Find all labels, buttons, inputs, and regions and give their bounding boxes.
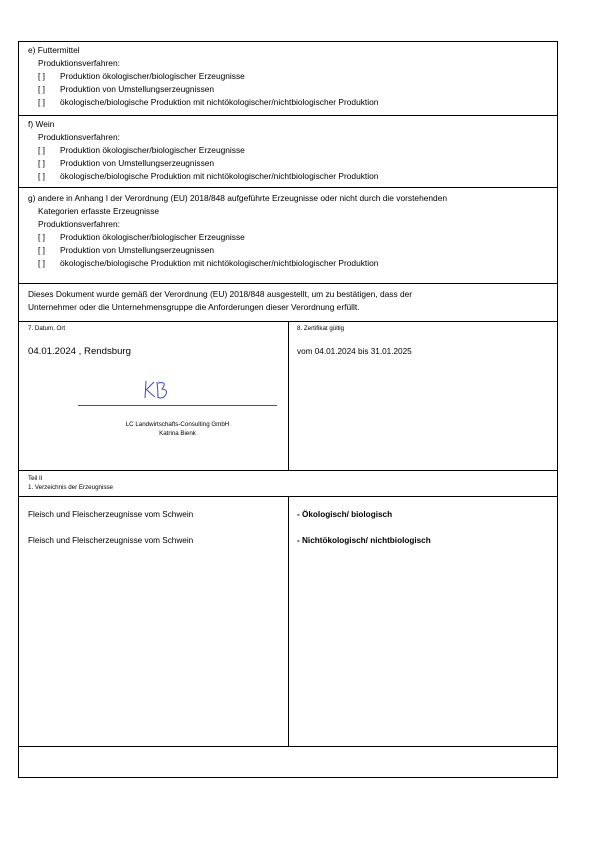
option-row[interactable] <box>28 244 447 257</box>
checkbox[interactable]: [ ] <box>38 158 45 168</box>
statement <box>28 288 412 314</box>
product-status: - Ökologisch/ biologisch <box>297 510 393 519</box>
signer-org: LC Landwirtschafts-Consulting GmbH <box>125 421 230 428</box>
product-column-box <box>18 496 289 747</box>
checkbox[interactable]: [ ] <box>38 97 45 107</box>
option-row[interactable] <box>28 231 447 244</box>
option-label: Produktion von Umstellungserzeugnissen <box>60 84 215 94</box>
section-g-heading: g) andere in Anhang I der Verordnung (EU) 2018/848 aufgeführte Erzeugnisse oder nicht durch die vorstehenden <box>28 193 448 203</box>
section-e <box>28 44 378 109</box>
checkbox[interactable]: [ ] <box>38 232 45 242</box>
signature-line <box>78 405 277 406</box>
option-row[interactable] <box>28 157 378 170</box>
section-g <box>28 192 447 270</box>
signer-name: Katrina Bienk <box>159 430 196 437</box>
status-column-box <box>288 496 558 747</box>
section-e-method-label: Produktionsverfahren: <box>38 58 120 68</box>
option-label: ökologische/biologische Produktion mit nichtökologischer/nichtbiologischer Produktion <box>60 258 379 268</box>
signature <box>140 378 180 402</box>
option-row[interactable] <box>28 257 447 270</box>
option-row[interactable] <box>28 83 378 96</box>
field-7-value: 04.01.2024 , Rendsburg <box>28 346 131 357</box>
option-row[interactable] <box>28 144 378 157</box>
part-2-subtitle: 1. Verzeichnis der Erzeugnisse <box>28 484 113 491</box>
field-8-value: vom 04.01.2024 bis 31.01.2025 <box>297 347 412 356</box>
checkbox[interactable]: [ ] <box>38 84 45 94</box>
section-g-method-label: Produktionsverfahren: <box>38 219 120 229</box>
section-f-method-label: Produktionsverfahren: <box>38 132 120 142</box>
checkbox[interactable]: [ ] <box>38 258 45 268</box>
section-g-heading-cont: Kategorien erfasste Erzeugnisse <box>38 206 160 216</box>
field-8-box <box>288 321 558 471</box>
option-row[interactable] <box>28 170 378 183</box>
statement-line-1: Dieses Dokument wurde gemäß der Verordnung (EU) 2018/848 ausgestellt, um zu bestätigen, dass der <box>28 289 413 299</box>
product-name: Fleisch und Fleischerzeugnisse vom Schwein <box>28 536 194 545</box>
statement-line-2: Unternehmer oder die Unternehmensgruppe die Anforderungen dieser Verordnung erfüllt. <box>28 302 360 312</box>
checkbox[interactable]: [ ] <box>38 171 45 181</box>
checkbox[interactable]: [ ] <box>38 245 45 255</box>
field-8-label: 8. Zertifikat gültig <box>297 325 345 332</box>
option-label: Produktion ökologischer/biologischer Erzeugnisse <box>60 145 245 155</box>
section-f-heading: f) Wein <box>28 119 55 129</box>
option-label: Produktion von Umstellungserzeugnissen <box>60 158 215 168</box>
option-row[interactable] <box>28 96 378 109</box>
option-label: ökologische/biologische Produktion mit nichtökologischer/nichtbiologischer Produktion <box>60 171 379 181</box>
checkbox[interactable]: [ ] <box>38 145 45 155</box>
section-e-heading: e) Futtermittel <box>28 45 80 55</box>
option-label: Produktion ökologischer/biologischer Erzeugnisse <box>60 71 245 81</box>
option-label: Produktion von Umstellungserzeugnissen <box>60 245 215 255</box>
option-label: Produktion ökologischer/biologischer Erzeugnisse <box>60 232 245 242</box>
checkbox[interactable]: [ ] <box>38 71 45 81</box>
product-name: Fleisch und Fleischerzeugnisse vom Schwein <box>28 510 194 519</box>
option-label: ökologische/biologische Produktion mit nichtökologischer/nichtbiologischer Produktion <box>60 97 379 107</box>
field-7-label: 7. Datum, Ort <box>28 325 66 332</box>
product-status: - Nichtökologisch/ nichtbiologisch <box>297 536 431 545</box>
section-f <box>28 118 378 183</box>
footer-box <box>18 746 558 778</box>
option-row[interactable] <box>28 70 378 83</box>
part-2-title: Teil II <box>28 475 43 482</box>
